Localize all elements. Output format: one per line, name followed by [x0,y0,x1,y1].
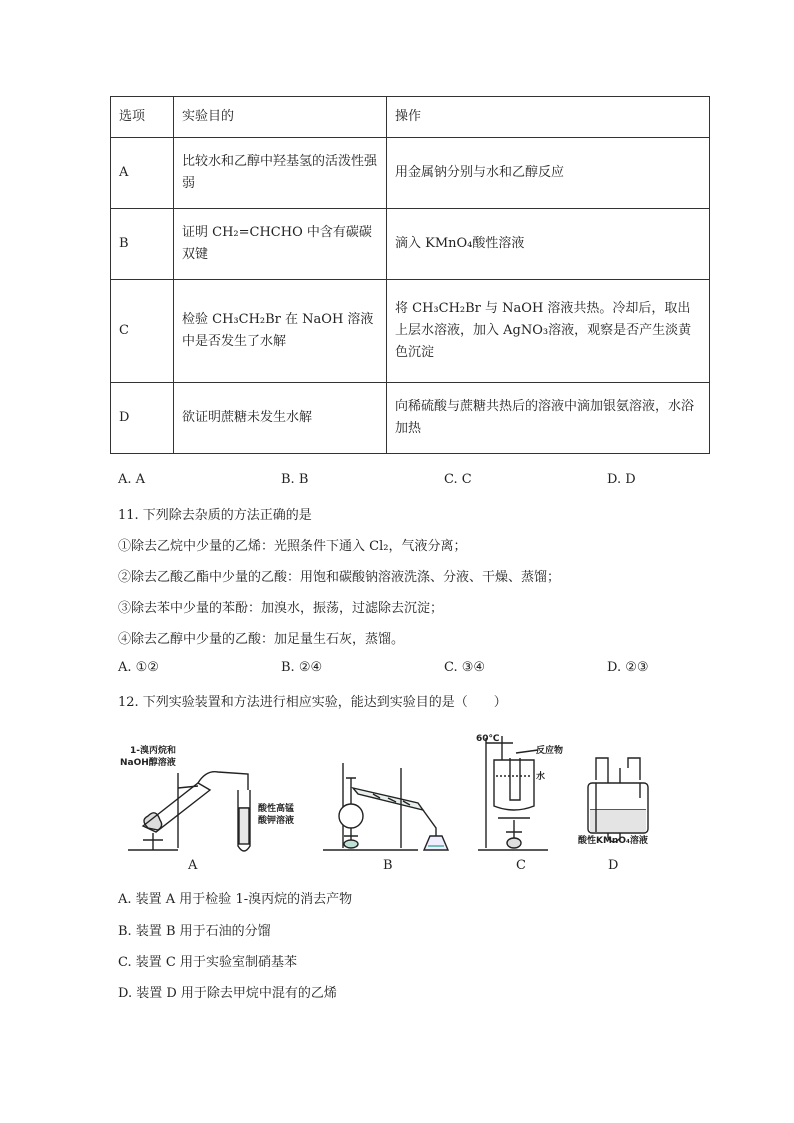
caption-b: B [383,858,393,873]
q11-item-2: ②除去乙酸乙酯中少量的乙酸：用饱和碳酸钠溶液洗涤、分液、干燥、蒸馏； [118,570,561,585]
q11-item-4: ④除去乙醇中少量的乙酸：加足量生石灰，蒸馏。 [118,632,405,647]
caption-a: A [188,858,198,873]
apparatus-figure [118,728,678,878]
a-label-3: 酸性高锰 [258,804,295,814]
apparatus-d [588,758,648,842]
choice-b[interactable]: B. ②④ [281,660,323,675]
a-label-4: 酸钾溶液 [258,816,295,826]
row-purpose: 检验 CH₃CH₂Br 在 NaOH 溶液中是否发生了水解 [174,280,387,383]
row-option: B [111,209,174,280]
q12-stem: 12. 下列实验装置和方法进行相应实验，能达到实验目的是（ ） [118,695,507,710]
q11-stem: 11. 下列除去杂质的方法正确的是 [118,508,312,523]
d-label: 酸性KMnO₄溶液 [578,836,648,846]
table-row [111,280,710,383]
q11-item-1: ①除去乙烷中少量的乙烯：光照条件下通入 Cl₂，气液分离； [118,539,467,554]
row-operation: 将 CH₃CH₂Br 与 NaOH 溶液共热。冷却后，取出上层水溶液，加入 AgNO₃溶液，观察是否产生淡黄色沉淀 [387,280,710,383]
row-option: D [111,383,174,454]
row-option: C [111,280,174,383]
choice-c[interactable]: C. ③④ [444,660,486,675]
choice-a[interactable]: A. ①② [118,660,159,675]
table-row [111,383,710,454]
choice-d[interactable]: D. ②③ [607,660,649,675]
q12-option-b[interactable]: B. 装置 B 用于石油的分馏 [118,924,271,939]
choice-a[interactable]: A. A [118,472,146,487]
experiment-table [110,96,710,454]
choice-b[interactable]: B. B [281,472,309,487]
row-operation: 向稀硫酸与蔗糖共热后的溶液中滴加银氨溶液，水浴加热 [387,383,710,454]
caption-c: C [516,858,526,873]
apparatus-drawing [118,728,678,878]
choice-c[interactable]: C. C [444,472,472,487]
header-purpose: 实验目的 [174,97,387,138]
c-temp-label: 60℃ [476,734,500,744]
a-label-2: NaOH醇溶液 [120,758,176,768]
row-operation: 用金属钠分别与水和乙醇反应 [387,138,710,209]
header-option: 选项 [111,97,174,138]
table-row [111,138,710,209]
header-operation: 操作 [387,97,710,138]
caption-d: D [608,858,619,873]
c-label-reactant: 反应物 [536,746,564,756]
row-operation: 滴入 KMnO₄酸性溶液 [387,209,710,280]
q12-option-d[interactable]: D. 装置 D 用于除去甲烷中混有的乙烯 [118,986,337,1001]
apparatus-b [323,763,448,850]
row-purpose: 证明 CH₂=CHCHO 中含有碳碳双键 [174,209,387,280]
apparatus-a [128,772,250,851]
q12-option-a[interactable]: A. 装置 A 用于检验 1-溴丙烷的消去产物 [118,892,353,907]
a-label-1: 1-溴丙烷和 [130,746,176,756]
table-header-row [111,97,710,138]
table-row [111,209,710,280]
choice-d[interactable]: D. D [607,472,636,487]
q12-option-c[interactable]: C. 装置 C 用于实验室制硝基苯 [118,955,297,970]
row-option: A [111,138,174,209]
row-purpose: 欲证明蔗糖未发生水解 [174,383,387,454]
row-purpose: 比较水和乙醇中羟基氢的活泼性强弱 [174,138,387,209]
c-label-water: 水 [536,772,546,782]
q11-item-3: ③除去苯中少量的苯酚：加溴水，振荡，过滤除去沉淀； [118,601,444,616]
